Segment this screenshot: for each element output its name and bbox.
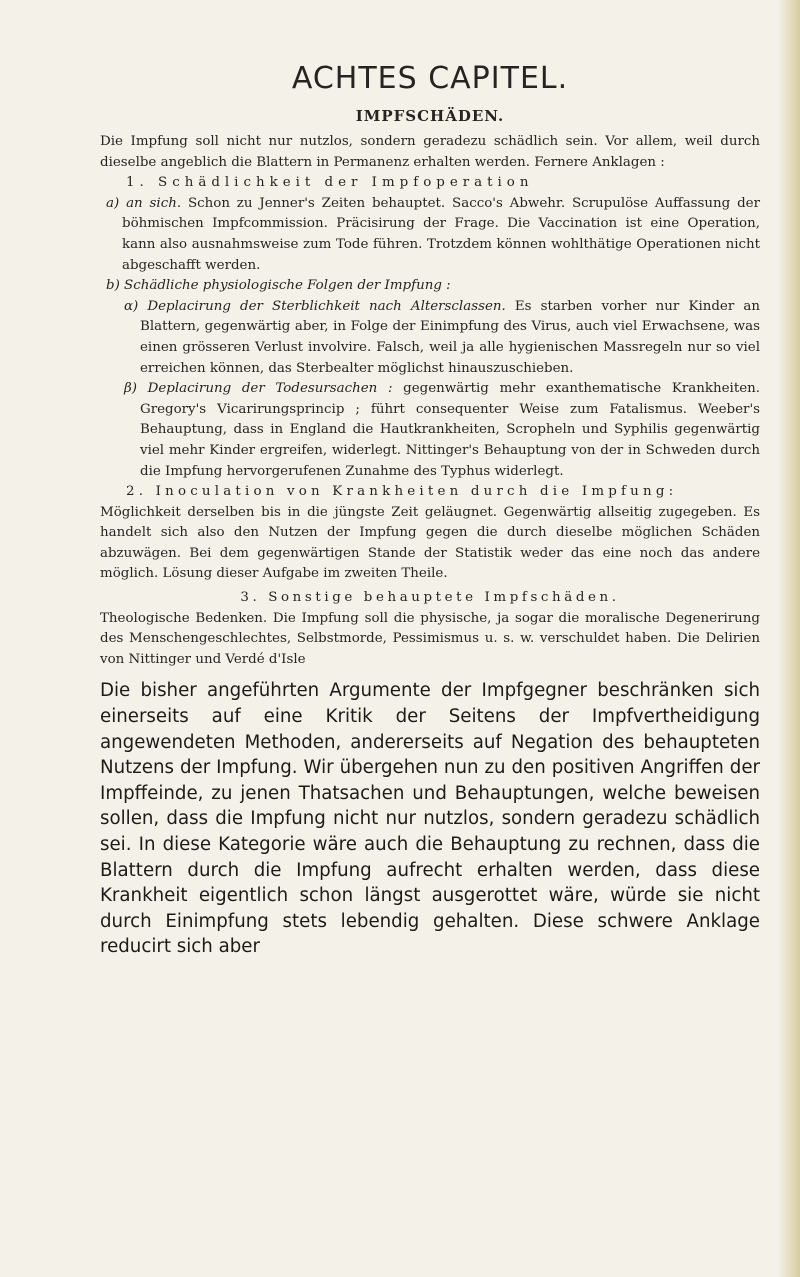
section-3-title: 3. Sonstige behauptete Impfschäden. <box>240 590 620 606</box>
section-1b-alpha-label: α) Deplacirung der Sterblichkeit nach Altersclassen. <box>124 298 506 314</box>
intro-paragraph: Die Impfung soll nicht nur nutzlos, sondern geradezu schädlich sein. Vor allem, weil durch dieselbe angeblich die Blattern in Permanenz erhalten werden. Fernere Anklagen : <box>100 134 760 170</box>
chapter-summary <box>100 132 760 670</box>
section-1a-text: Schon zu Jenner's Zeiten behauptet. Sacco's Abwehr. Scrupulöse Auffassung der böhmischen Impfcommission. Präcisirung der Frage. Die Vaccination ist eine Operation, kann also ausnahmsweise zum Tode führen. Trotzdem können wohlthätige Operationen nicht abgeschafft werden. <box>122 195 761 273</box>
section-1b-beta-text: gegenwärtig mehr exanthematische Krankheiten. Gregory's Vicarirungsprincip ; führt consequenter Weise zum Fatalismus. Weeber's Behauptung, dass in England die Hautkrankheiten, Scropheln und Syphilis gegenwärtig viel mehr Kinder ergreifen, widerlegt. Nittinger's Behauptung von der in Schweden durch die Impfung hervorgerufenen Zunahme des Typhus widerlegt. <box>140 381 761 479</box>
section-1b-label: b) Schädliche physiologische Folgen der Impfung : <box>106 278 451 294</box>
page-edge <box>778 0 800 1277</box>
chapter-subtitle: IMPFSCHÄDEN. <box>355 107 505 125</box>
section-1b-beta-label: β) Deplacirung der Todesursachen : <box>124 381 393 397</box>
section-1b-alpha <box>100 297 760 379</box>
chapter-title: ACHTES CAPITEL. <box>291 61 569 96</box>
section-2-title: 2. Inoculation von Krankheiten durch die Impfung: <box>126 484 678 500</box>
section-1a <box>100 194 760 276</box>
section-1a-label: a) an sich. <box>106 195 182 211</box>
page-content <box>100 60 760 960</box>
section-2-text: Möglichkeit derselben bis in die jüngste Zeit geläugnet. Gegenwärtig allseitig zugegeben. Es handelt sich also den Nutzen der Impfung gegen die durch dieselbe möglichen Schäden abzuwägen. Bei dem gegenwärtigen Stande der Statistik weder das eine noch das andere möglich. Lösung dieser Aufgabe im zweiten Theile. <box>100 504 760 582</box>
section-1-title: 1. Schädlichkeit der Impfoperation <box>126 175 534 191</box>
section-1b-alpha-text: Es starben vorher nur Kinder an Blattern, gegenwärtig aber, in Folge der Einimpfung des Virus, auch viel Erwachsene, was einen grösseren Verlust involvire. Falsch, weil ja alle hygienischen Massregeln nur so viel erreichen können, das Sterbealter möglichst hinauszuschieben. <box>140 298 760 376</box>
section-3-text: Theologische Bedenken. Die Impfung soll die physische, ja sogar die moralische Degenerirung des Menschengeschlechtes, Selbstmorde, Pessimismus u. s. w. verschuldet haben. Die Delirien von Nittinger und Verdé d'Isle <box>100 610 760 667</box>
main-body-text: Die bisher angeführten Argumente der Impfgegner beschränken sich einerseits auf eine Kritik der Seitens der Impfvertheidigung angewendeten Methoden, andererseits auf Negation des behaupteten Nutzens der Impfung. Wir übergehen nun zu den positiven Angriffen der Impffeinde, zu jenen Thatsachen und Behauptungen, welche beweisen sollen, dass die Impfung nicht nur nutzlos, sondern geradezu schädlich sei. In diese Kategorie wäre auch die Behauptung zu rechnen, dass die Blattern durch die Impfung aufrecht erhalten werden, dass diese Krankheit eigentlich schon längst ausgerottet wäre, würde sie nicht durch Einimpfung stets lebendig gehalten. Diese schwere Anklage reducirt sich aber <box>100 680 760 958</box>
section-1b-beta <box>100 379 760 482</box>
